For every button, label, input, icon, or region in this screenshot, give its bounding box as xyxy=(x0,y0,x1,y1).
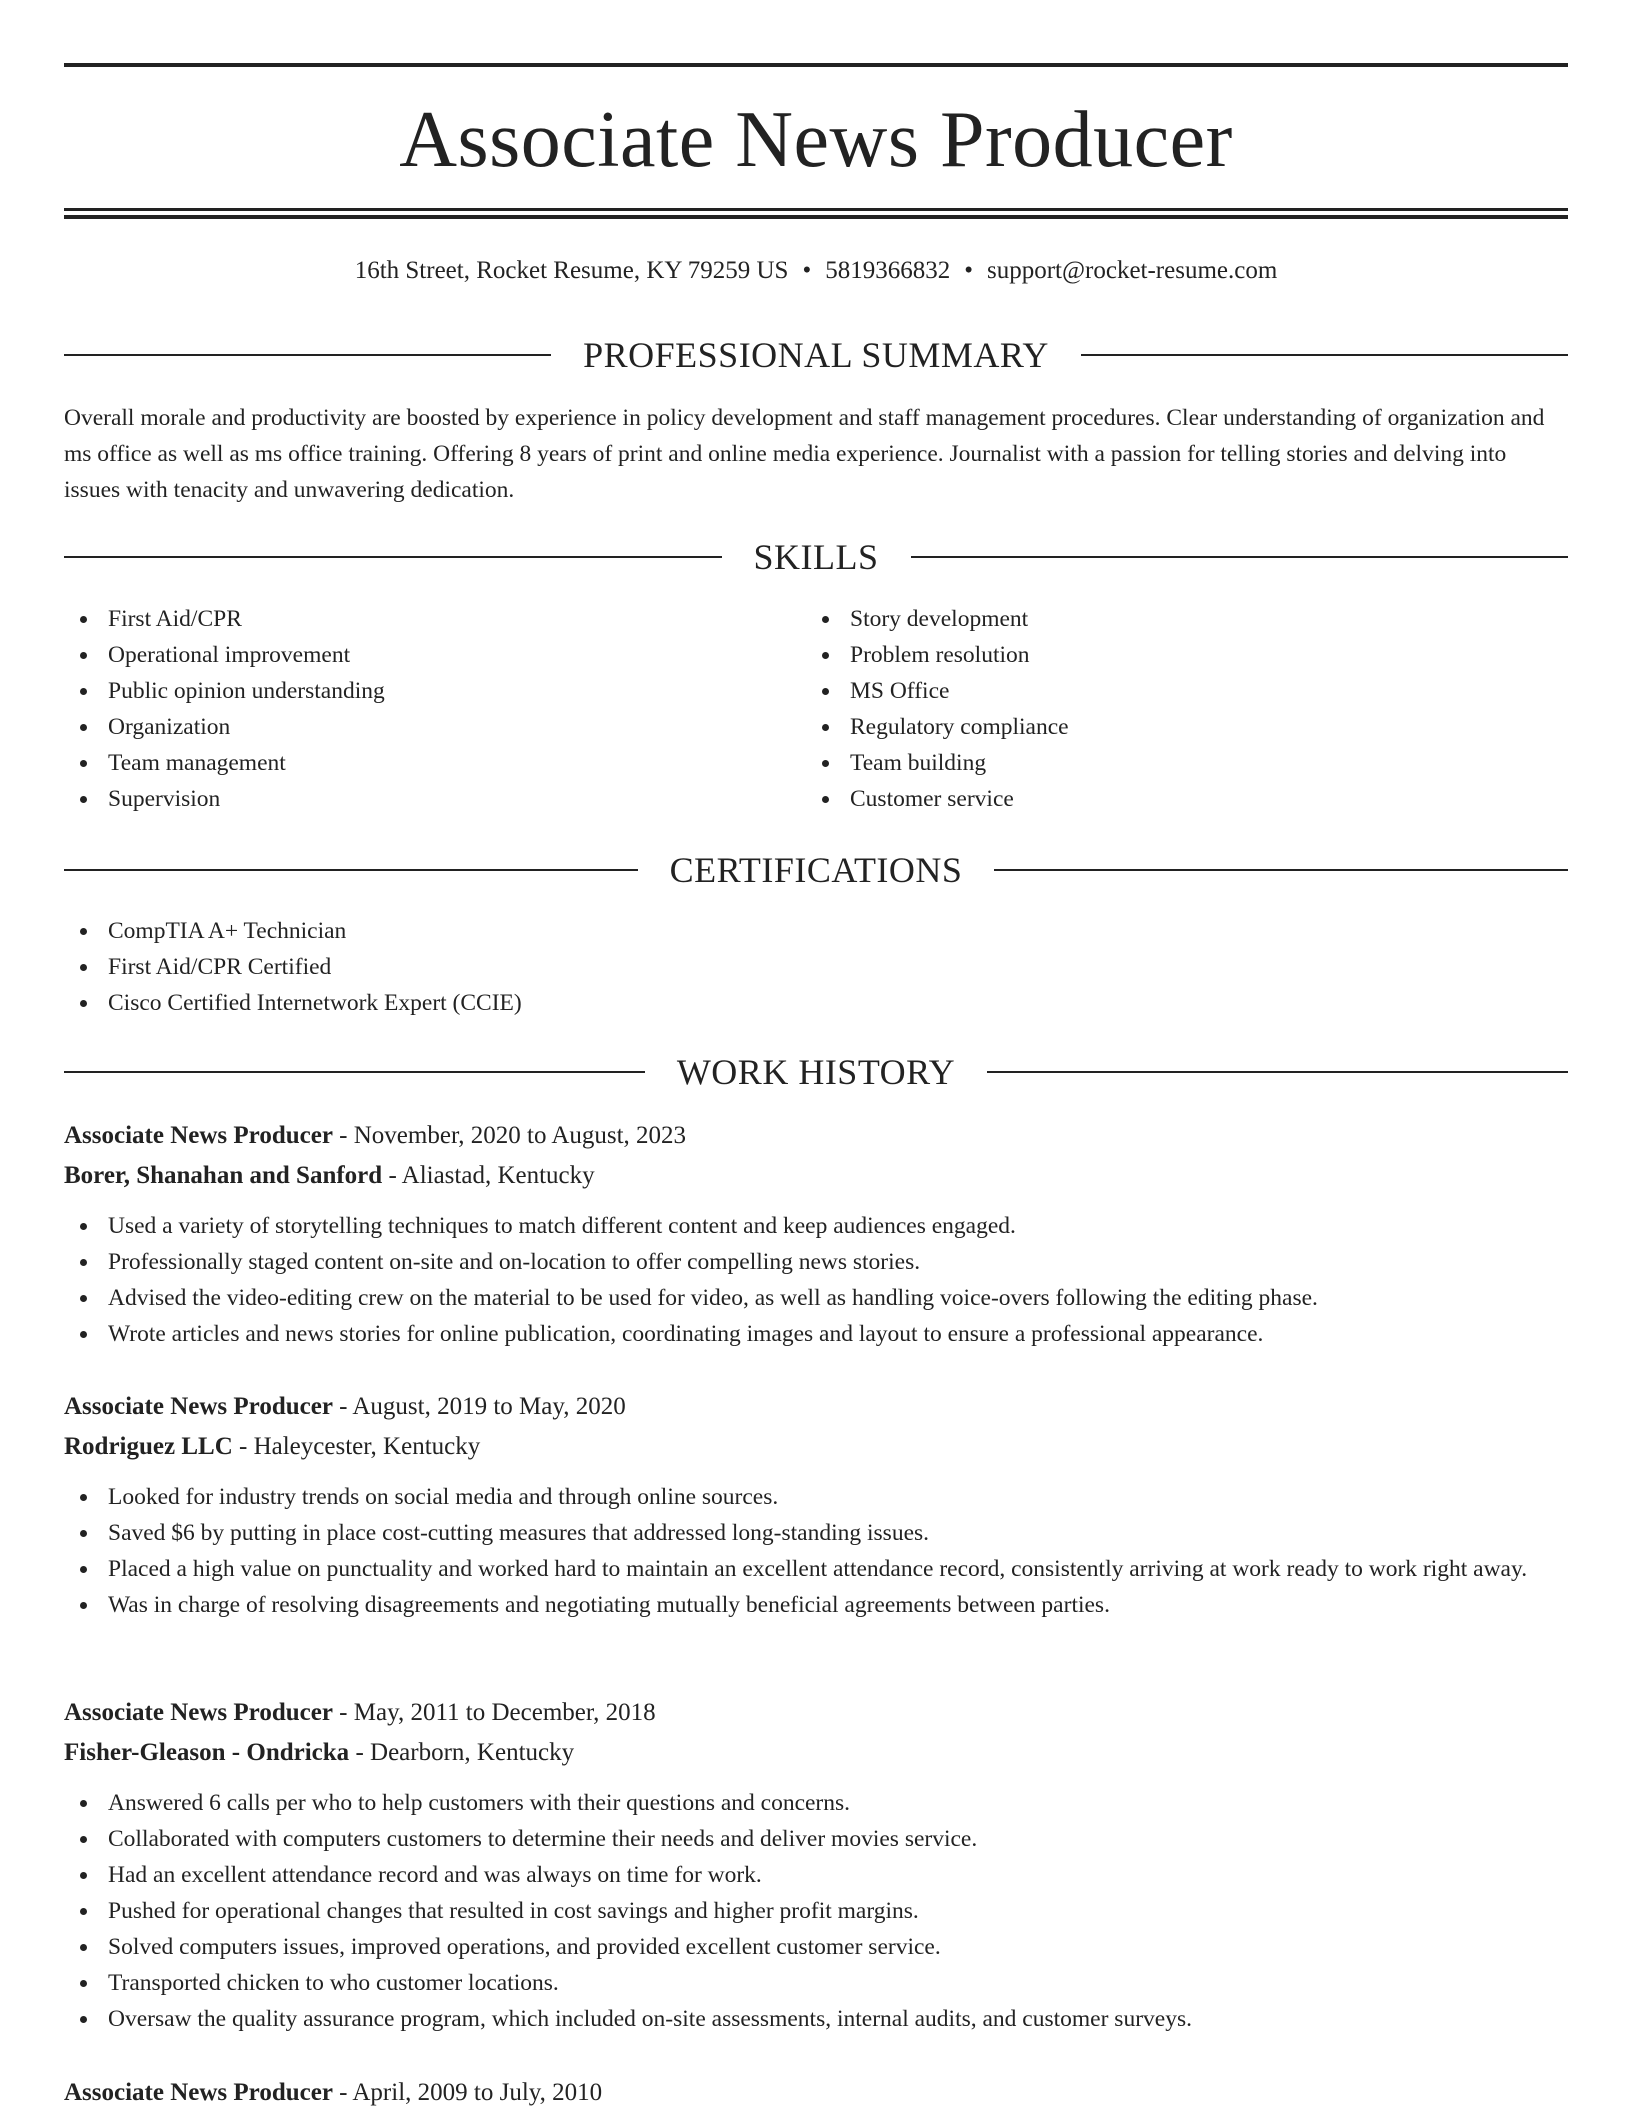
summary-heading xyxy=(64,333,1568,377)
job-company-line: Rodriguez LLC - Haleycester, Kentucky xyxy=(64,1433,481,1460)
certification-item: First Aid/CPR Certified xyxy=(64,949,1568,985)
skills-left-column xyxy=(64,601,804,817)
heading-rule-left xyxy=(64,556,722,558)
work-history-heading xyxy=(64,1050,1568,1094)
job-company-line: Borer, Shanahan and Sanford - Aliastad, Kentucky xyxy=(64,1162,595,1189)
heading-rule-left xyxy=(64,354,551,356)
skill-item: Operational improvement xyxy=(64,637,804,673)
skill-item: Team building xyxy=(806,745,1546,781)
contact-line xyxy=(64,254,1568,288)
skill-item: Organization xyxy=(64,709,804,745)
certification-item: Cisco Certified Internetwork Expert (CCIE) xyxy=(64,985,1568,1021)
job-role: Associate News Producer xyxy=(64,1699,333,1726)
job-location: Dearborn, Kentucky xyxy=(370,1739,575,1766)
contact-separator: • xyxy=(802,257,812,284)
heading-rule-right xyxy=(911,556,1569,558)
job-location: Haleycester, Kentucky xyxy=(253,1433,481,1460)
job-dates: May, 2011 to December, 2018 xyxy=(353,1699,656,1726)
job-dates: November, 2020 to August, 2023 xyxy=(353,1122,687,1149)
job-bullet: Was in charge of resolving disagreements and negotiating mutually beneficial agreements between parties. xyxy=(64,1587,1568,1623)
skill-item: Supervision xyxy=(64,781,804,817)
job-bullet: Wrote articles and news stories for online publication, coordinating images and layout to ensure a professional appearance. xyxy=(64,1316,1568,1352)
contact-email: support@rocket-resume.com xyxy=(987,257,1278,284)
job-dates: April, 2009 to July, 2010 xyxy=(352,2079,603,2106)
heading-rule-left xyxy=(64,869,638,871)
job-bullet: Had an excellent attendance record and was always on time for work. xyxy=(64,1857,1568,1893)
skill-item: Problem resolution xyxy=(806,637,1546,673)
job-bullet: Pushed for operational changes that resulted in cost savings and higher profit margins. xyxy=(64,1893,1568,1929)
job-company: Fisher-Gleason - Ondricka xyxy=(64,1739,350,1766)
work-history-heading-label: WORK HISTORY xyxy=(676,1052,956,1092)
page-title: Associate News Producer xyxy=(399,96,1233,184)
skill-item: Regulatory compliance xyxy=(806,709,1546,745)
job-bullet: Advised the video-editing crew on the material to be used for video, as well as handling voice-overs following the editing phase. xyxy=(64,1280,1568,1316)
job-title-line: Associate News Producer - April, 2009 to July, 2010 xyxy=(64,2079,603,2106)
job-dates: August, 2019 to May, 2020 xyxy=(352,1393,626,1420)
heading-rule-right xyxy=(1081,354,1568,356)
job-company-line: Fisher-Gleason - Ondricka - Dearborn, Kentucky xyxy=(64,1739,575,1766)
title-double-rule xyxy=(64,208,1568,219)
heading-rule-right xyxy=(987,1071,1568,1073)
job-entry xyxy=(64,1387,1568,1623)
job-bullet: Professionally staged content on-site and on-location to offer compelling news stories. xyxy=(64,1244,1568,1280)
certification-item: CompTIA A+ Technician xyxy=(64,913,1568,949)
contact-separator: • xyxy=(964,257,973,284)
job-entry xyxy=(64,1693,1568,2037)
job-bullet: Solved computers issues, improved operations, and provided excellent customer service. xyxy=(64,1929,1568,1965)
job-role: Associate News Producer xyxy=(64,2079,333,2106)
skill-item: Customer service xyxy=(806,781,1546,817)
job-entry xyxy=(64,2073,1568,2113)
job-entry xyxy=(64,1116,1568,1352)
summary-text: Overall morale and productivity are boosted by experience in policy development and staff management procedures. Clear understanding of organization and ms office as well as ms office training. Offering 8 years of print and online media experience. Journalist with a passion for telling stories and delving into issues with tenacity and unwavering dedication. xyxy=(64,405,1545,503)
job-bullet: Answered 6 calls per who to help customers with their questions and concerns. xyxy=(64,1785,1568,1821)
job-title-line: Associate News Producer - November, 2020 to August, 2023 xyxy=(64,1122,687,1149)
job-bullet: Looked for industry trends on social media and through online sources. xyxy=(64,1479,1568,1515)
job-bullet: Placed a high value on punctuality and worked hard to maintain an excellent attendance record, consistently arriving at work ready to work right away. xyxy=(64,1551,1568,1587)
job-bullet: Saved $6 by putting in place cost-cutting measures that addressed long-standing issues. xyxy=(64,1515,1568,1551)
job-bullet: Transported chicken to who customer locations. xyxy=(64,1965,1568,2001)
job-role: Associate News Producer xyxy=(64,1122,333,1149)
skill-item: Public opinion understanding xyxy=(64,673,804,709)
summary-heading-label: PROFESSIONAL SUMMARY xyxy=(583,335,1049,375)
skill-item: Story development xyxy=(806,601,1546,637)
heading-rule-left xyxy=(64,1071,645,1073)
skill-item: MS Office xyxy=(806,673,1546,709)
job-title-line: Associate News Producer - August, 2019 to May, 2020 xyxy=(64,1393,626,1420)
job-company: Rodriguez LLC xyxy=(64,1433,233,1460)
job-location: Aliastad, Kentucky xyxy=(401,1162,595,1189)
job-company: Borer, Shanahan and Sanford xyxy=(64,1162,383,1189)
contact-address: 16th Street, Rocket Resume, KY 79259 US xyxy=(354,257,789,284)
skill-item: First Aid/CPR xyxy=(64,601,804,637)
certifications-heading-label: CERTIFICATIONS xyxy=(669,850,963,890)
job-bullet: Collaborated with computers customers to determine their needs and deliver movies service. xyxy=(64,1821,1568,1857)
job-role: Associate News Producer xyxy=(64,1393,333,1420)
heading-rule-right xyxy=(994,869,1568,871)
skills-heading-label: SKILLS xyxy=(753,537,879,577)
job-bullet: Oversaw the quality assurance program, which included on-site assessments, internal audits, and customer surveys. xyxy=(64,2001,1568,2037)
skill-item: Team management xyxy=(64,745,804,781)
job-title-line: Associate News Producer - May, 2011 to December, 2018 xyxy=(64,1699,656,1726)
job-bullet: Used a variety of storytelling techniques to match different content and keep audiences engaged. xyxy=(64,1208,1568,1244)
certifications-heading xyxy=(64,848,1568,892)
top-rule xyxy=(64,63,1568,67)
skills-right-column xyxy=(806,601,1546,817)
contact-phone: 5819366832 xyxy=(825,257,951,284)
skills-heading xyxy=(64,535,1568,579)
certifications-list xyxy=(64,913,1568,1021)
